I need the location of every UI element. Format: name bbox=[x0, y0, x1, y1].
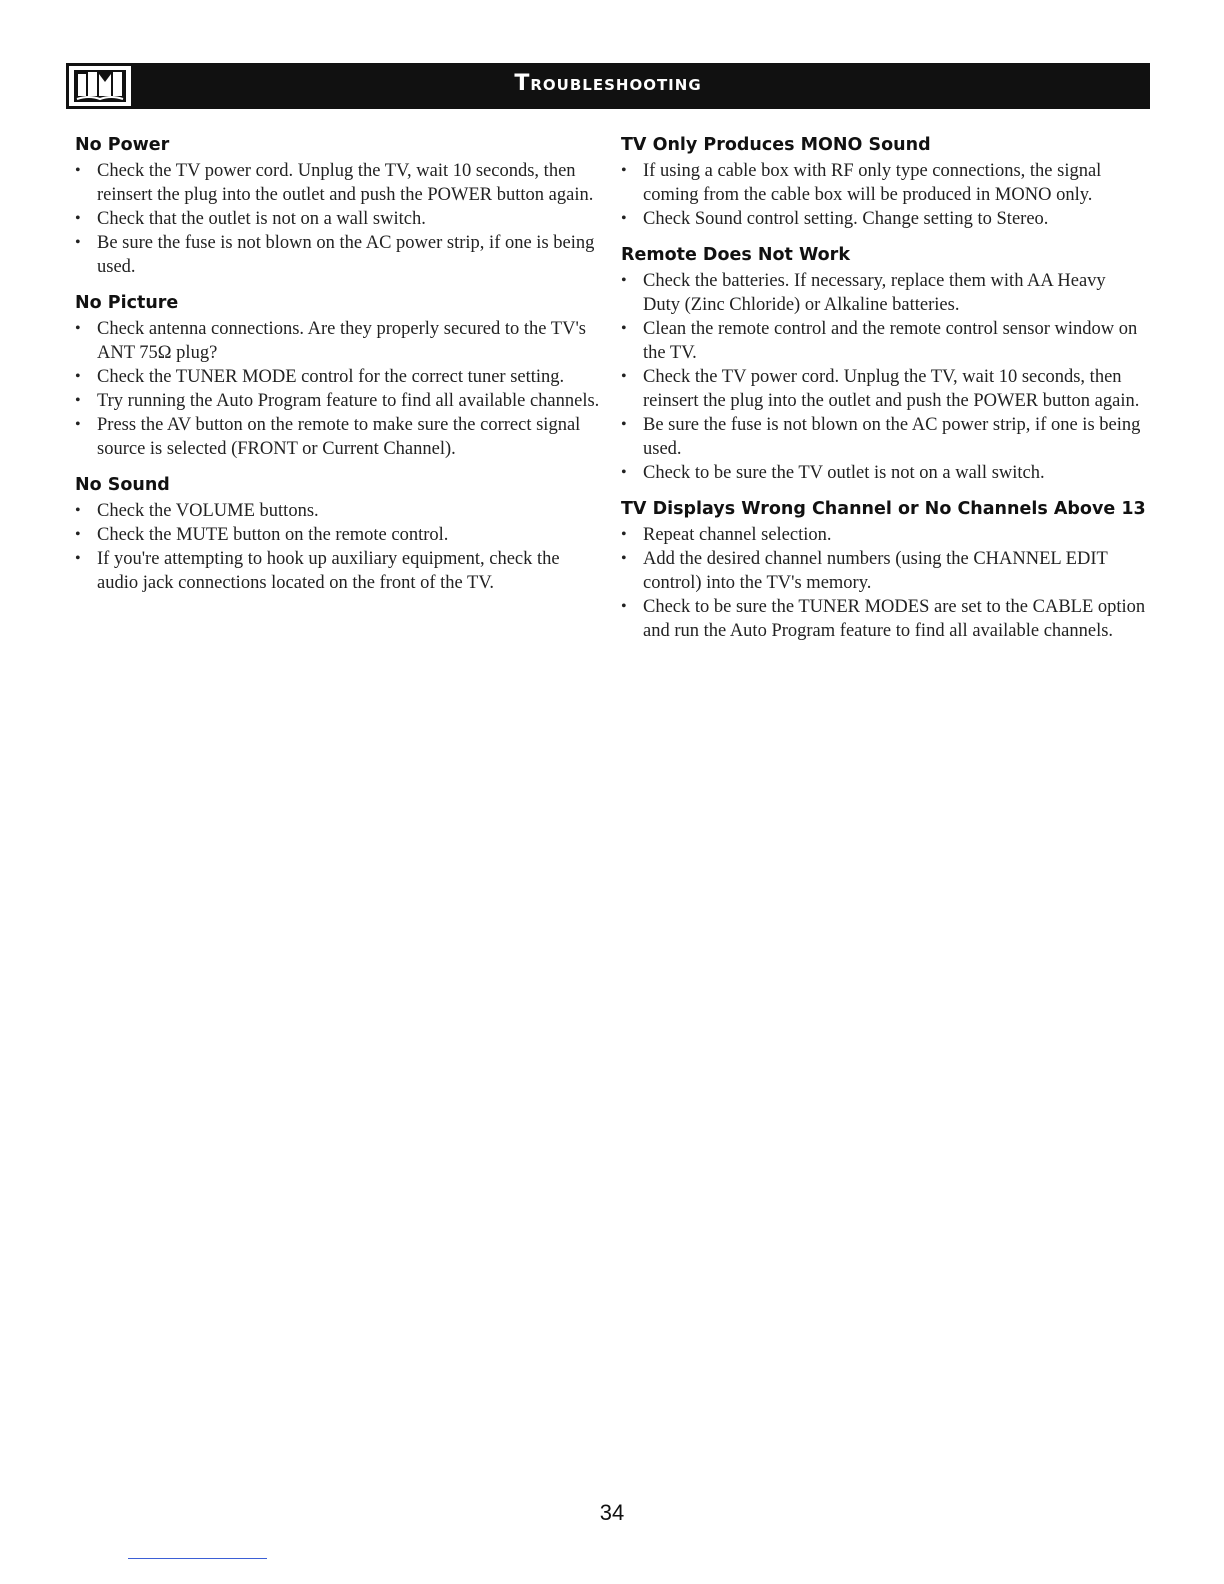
section-heading: TV Only Produces MONO Sound bbox=[621, 135, 931, 155]
section-heading: Remote Does Not Work bbox=[621, 245, 850, 265]
list-item: • If using a cable box with RF only type connections, the signal coming from the cable box will be produced in MONO only. bbox=[621, 159, 1146, 207]
section-heading: No Sound bbox=[75, 475, 170, 495]
list-item: • Check the TV power cord. Unplug the TV, wait 10 seconds, then reinsert the plug into the outlet and push the POWER button again. bbox=[621, 365, 1146, 413]
section-header bbox=[66, 63, 1150, 109]
list-item: • Repeat channel selection. bbox=[621, 523, 1146, 547]
right-column bbox=[621, 133, 1146, 655]
section-mono-sound bbox=[621, 133, 1146, 231]
section-heading: No Power bbox=[75, 135, 170, 155]
list-item: • Be sure the fuse is not blown on the AC power strip, if one is being used. bbox=[75, 231, 600, 279]
list-item: • Check to be sure the TUNER MODES are set to the CABLE option and run the Auto Program feature to find all available channels. bbox=[621, 595, 1146, 643]
list-item: • Check Sound control setting. Change setting to Stereo. bbox=[621, 207, 1146, 231]
section-heading: TV Displays Wrong Channel or No Channels Above 13 bbox=[621, 499, 1146, 519]
page-number: 34 bbox=[599, 1500, 625, 1525]
footer-rule bbox=[128, 1558, 267, 1559]
list-item: • Clean the remote control and the remote control sensor window on the TV. bbox=[621, 317, 1146, 365]
list-item: • Check antenna connections. Are they properly secured to the TV's ANT 75Ω plug? bbox=[75, 317, 600, 365]
page-title: Troubleshooting bbox=[514, 71, 702, 96]
list-item: • Check the VOLUME buttons. bbox=[75, 499, 600, 523]
left-column bbox=[75, 133, 600, 607]
section-remote bbox=[621, 243, 1146, 485]
list-item: • Check the MUTE button on the remote control. bbox=[75, 523, 600, 547]
list-item: • Try running the Auto Program feature to find all available channels. bbox=[75, 389, 600, 413]
list-item: • Check the batteries. If necessary, replace them with AA Heavy Duty (Zinc Chloride) or Alkaline batteries. bbox=[621, 269, 1146, 317]
section-no-sound bbox=[75, 473, 600, 595]
list-item: • Check the TV power cord. Unplug the TV, wait 10 seconds, then reinsert the plug into the outlet and push the POWER button again. bbox=[75, 159, 600, 207]
list-item: • Check to be sure the TV outlet is not on a wall switch. bbox=[621, 461, 1146, 485]
section-wrong-channel bbox=[621, 497, 1146, 643]
list-item: • Check that the outlet is not on a wall switch. bbox=[75, 207, 600, 231]
list-item: • Add the desired channel numbers (using the CHANNEL EDIT control) into the TV's memory. bbox=[621, 547, 1146, 595]
list-item: • Press the AV button on the remote to make sure the correct signal source is selected (FRONT or Current Channel). bbox=[75, 413, 600, 461]
list-item: • Check the TUNER MODE control for the correct tuner setting. bbox=[75, 365, 600, 389]
section-no-picture bbox=[75, 291, 600, 461]
section-heading: No Picture bbox=[75, 293, 179, 313]
list-item: • If you're attempting to hook up auxiliary equipment, check the audio jack connections located on the front of the TV. bbox=[75, 547, 600, 595]
section-no-power bbox=[75, 133, 600, 279]
list-item: • Be sure the fuse is not blown on the AC power strip, if one is being used. bbox=[621, 413, 1146, 461]
